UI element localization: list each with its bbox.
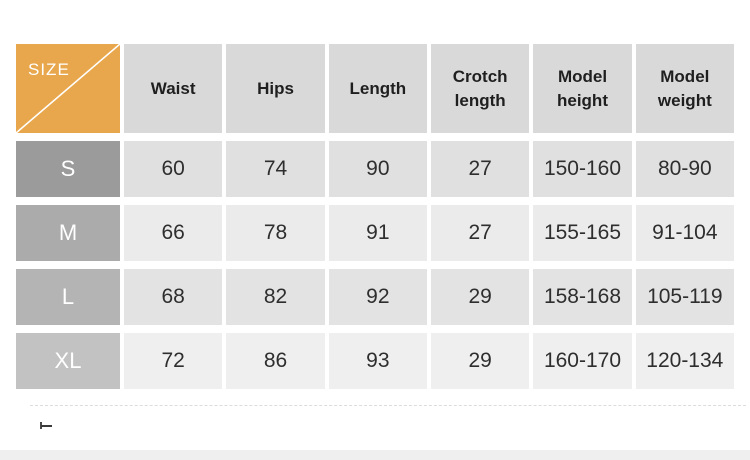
cell-l-model-height: 158-168 (533, 269, 631, 325)
column-header-hips: Hips (226, 44, 324, 133)
cell-s-hips: 74 (226, 141, 324, 197)
cell-xl-waist: 72 (124, 333, 222, 389)
cell-l-waist: 68 (124, 269, 222, 325)
cell-l-length: 92 (329, 269, 427, 325)
cell-xl-model-weight: 120-134 (636, 333, 734, 389)
row-label-m: M (16, 205, 120, 261)
cell-l-model-weight: 105-119 (636, 269, 734, 325)
size-corner-label: SIZE (28, 60, 70, 79)
cursor-artifact-icon (40, 422, 54, 430)
column-header-model-weight: Model weight (636, 44, 734, 133)
cell-s-waist: 60 (124, 141, 222, 197)
cell-m-crotch-length: 27 (431, 205, 529, 261)
dashed-divider-line (30, 405, 746, 406)
row-label-s: S (16, 141, 120, 197)
cell-xl-model-height: 160-170 (533, 333, 631, 389)
cell-m-model-weight: 91-104 (636, 205, 734, 261)
column-header-crotch-length: Crotch length (431, 44, 529, 133)
row-label-xl: XL (16, 333, 120, 389)
cell-s-model-weight: 80-90 (636, 141, 734, 197)
cell-xl-length: 93 (329, 333, 427, 389)
cell-xl-crotch-length: 29 (431, 333, 529, 389)
diagonal-line (16, 44, 120, 133)
column-header-length: Length (329, 44, 427, 133)
cell-m-waist: 66 (124, 205, 222, 261)
cell-l-hips: 82 (226, 269, 324, 325)
cell-s-crotch-length: 27 (431, 141, 529, 197)
cell-s-length: 90 (329, 141, 427, 197)
cell-l-crotch-length: 29 (431, 269, 529, 325)
size-corner-cell (16, 44, 120, 133)
cell-s-model-height: 150-160 (533, 141, 631, 197)
cursor-artifact-bar (41, 425, 52, 427)
cell-m-length: 91 (329, 205, 427, 261)
cell-xl-hips: 86 (226, 333, 324, 389)
cell-m-hips: 78 (226, 205, 324, 261)
row-label-l: L (16, 269, 120, 325)
bottom-gray-band (0, 450, 750, 460)
size-chart-table (16, 44, 734, 389)
cell-m-model-height: 155-165 (533, 205, 631, 261)
column-header-waist: Waist (124, 44, 222, 133)
column-header-model-height: Model height (533, 44, 631, 133)
